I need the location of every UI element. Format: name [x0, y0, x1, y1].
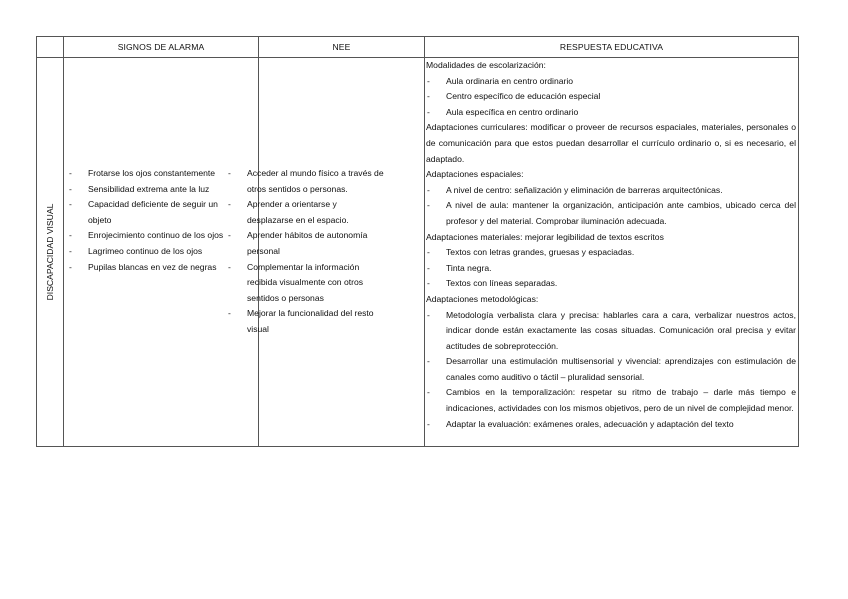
- espaciales-title: Adaptaciones espaciales:: [426, 169, 524, 180]
- corner-cell: [37, 37, 64, 58]
- list-item: - Enrojecimiento continuo de los ojos: [66, 228, 224, 244]
- signos-list-wrap: [66, 166, 224, 275]
- materiales-title: Adaptaciones materiales: mejorar legibilidad de textos escritos: [426, 231, 664, 242]
- curriculares-text: Adaptaciones curriculares: modificar o proveer de recursos espaciales, materiales, personales o de comunicación para que estos puedan desarrollar el currículo ordinario o, si es necesario, el adaptado.: [426, 122, 796, 164]
- list-item: - Textos con letras grandes, gruesas y espaciadas.: [426, 245, 796, 261]
- respuesta-content: [426, 58, 796, 432]
- list-item: - Centro específico de educación especial: [426, 89, 796, 105]
- list-item: - Pupilas blancas en vez de negras: [66, 260, 224, 276]
- list-item: - Lagrimeo continuo de los ojos: [66, 244, 224, 260]
- metodologicas-title: Adaptaciones metodológicas:: [426, 293, 539, 304]
- header-signos: [64, 37, 259, 58]
- list-item: - Aprender a orientarse y desplazarse en el espacio.: [225, 197, 385, 228]
- list-item: - Adaptar la evaluación: exámenes orales, adecuación y adaptación del texto: [426, 417, 796, 433]
- header-signos-label: SIGNOS DE ALARMA: [117, 42, 205, 52]
- list-item: - Capacidad deficiente de seguir un objeto: [66, 197, 224, 228]
- metodologicas-list: [426, 308, 796, 433]
- header-nee-label: NEE: [332, 42, 351, 52]
- list-item: - Sensibilidad extrema ante la luz: [66, 182, 224, 198]
- list-item: - Cambios en la temporalización: respetar su ritmo de trabajo – darle más tiempo e indicaciones, actividades con los mismos objetivos, pero de un nivel de complejidad menor.: [426, 385, 796, 416]
- row-label-cell: [37, 58, 64, 447]
- materiales-list: [426, 245, 796, 292]
- signos-list: [66, 166, 224, 275]
- list-item: - Tinta negra.: [426, 261, 796, 277]
- header-nee: [259, 37, 425, 58]
- modalidades-list: [426, 74, 796, 121]
- nee-list-wrap: [225, 166, 385, 338]
- list-item: - Acceder al mundo físico a través de otros sentidos o personas.: [225, 166, 385, 197]
- list-item: - A nivel de aula: mantener la organización, anticipación ante cambios, ubicado cerca del profesor y del material. Comprobar iluminación adecuada.: [426, 198, 796, 229]
- list-item: - Mejorar la funcionalidad del resto visual: [225, 306, 385, 337]
- list-item: - Frotarse los ojos constantemente: [66, 166, 224, 182]
- list-item: - Desarrollar una estimulación multisensorial y vivencial: aprendizajes con estimulación de canales como auditivo o táctil – pluralidad sensorial.: [426, 354, 796, 385]
- list-item: - Aula específica en centro ordinario: [426, 105, 796, 121]
- row-label: DISCAPACIDAD VISUAL: [45, 203, 55, 301]
- list-item: - Metodología verbalista clara y precisa: hablarles cara a cara, verbalizar nuestros actos, indicar donde están exactamente las cosas situadas. Comunicación oral precisa y evitar actitudes de sobreprotección.: [426, 308, 796, 355]
- list-item: - Textos con líneas separadas.: [426, 276, 796, 292]
- list-item: - Complementar la información recibida visualmente con otros sentidos o personas: [225, 260, 385, 307]
- modalidades-title: Modalidades de escolarización:: [426, 60, 546, 70]
- list-item: - A nivel de centro: señalización y eliminación de barreras arquitectónicas.: [426, 183, 796, 199]
- header-respuesta-label: RESPUESTA EDUCATIVA: [559, 42, 664, 52]
- espaciales-list: [426, 183, 796, 230]
- list-item: - Aprender hábitos de autonomía personal: [225, 228, 385, 259]
- header-respuesta: [425, 37, 799, 58]
- list-item: - Aula ordinaria en centro ordinario: [426, 74, 796, 90]
- nee-list: [225, 166, 385, 338]
